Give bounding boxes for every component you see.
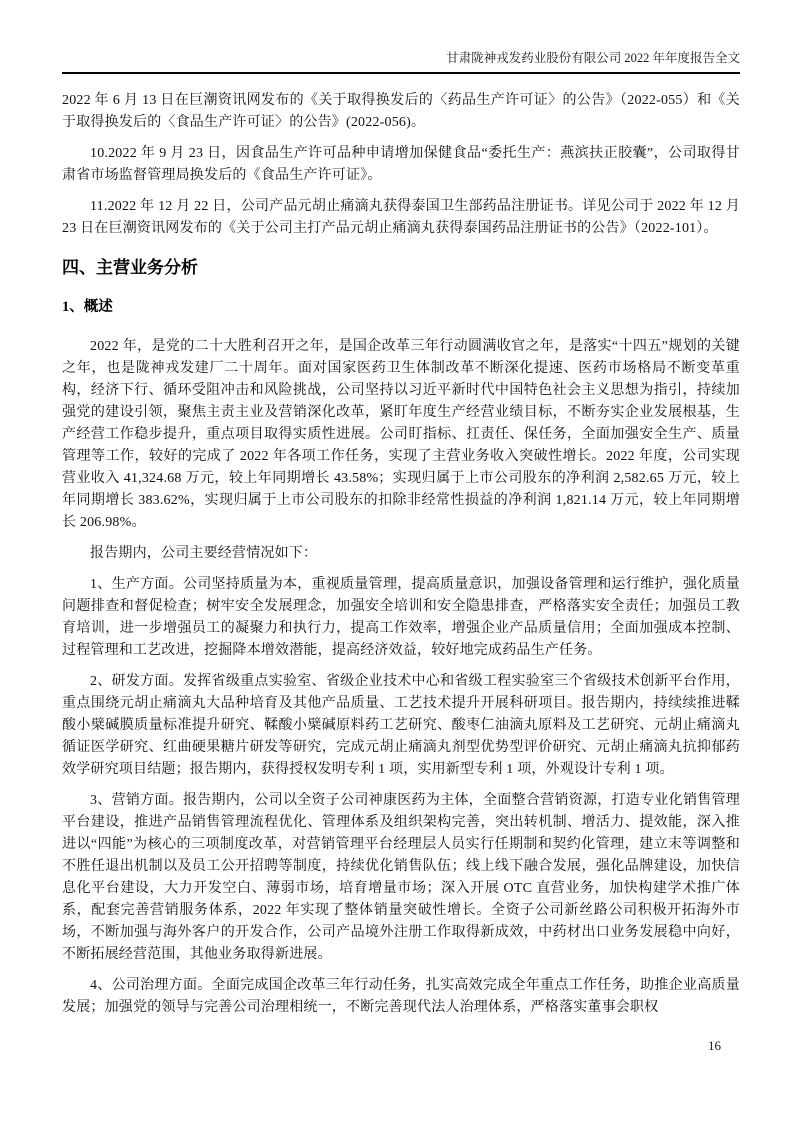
page-footer	[708, 1038, 721, 1054]
subsection-heading: 1、概述	[62, 299, 113, 315]
paragraph-production: 1、生产方面。公司坚持质量为本，重视质量管理，提高质量意识，加强设备管理和运行维护，强化质量问题排查和督促检查；树牢安全发展理念，加强安全培训和安全隐患排查，严格落实安全责任；加强员工教育培训，进一步增强员工的凝聚力和执行力，提高工作效率，增强企业产品质量信用；全面加强成本控制、过程管理和工艺改进，挖掘降本增效潜能，提高经济效益，较好地完成药品生产任务。	[62, 577, 740, 658]
paragraph-overview: 2022 年，是党的二十大胜利召开之年，是国企改革三年行动圆满收官之年，是落实“十四五”规划的关键之年，也是陇神戎发建厂二十周年。面对国家医药卫生体制改革不断深化提速、医药市场格局不断变革重构，经济下行、循环受阻冲击和风险挑战，公司坚持以习近平新时代中国特色社会主义思想为指引，持续加强党的建设引领，聚焦主责主业及营销深化改革，紧盯年度生产经营业绩目标，不断夯实企业发展根基，生产经营工作稳步提升，重点项目取得实质性进展。公司盯指标、扛责任、保任务，全面加强安全生产、质量管理等工作，较好的完成了 2022 年各项工作任务，实现了主营业务收入突破性增长。2022 年度，公司实现营业收入 41,324.68 万元，较上年同期增长 43.58%；实现归属于上市公司股东的净利润 2,582.65 万元，较上年同期增长 383.62%，实现归属于上市公司股东的扣除非经常性损益的净利润 1,821.14 万元，较上年同期增长 206.98%。	[62, 339, 740, 530]
page-header	[62, 50, 740, 74]
page-number: 16	[708, 1038, 721, 1053]
paragraph-report-intro: 报告期内，公司主要经营情况如下：	[90, 546, 318, 561]
paragraph-research: 2、研发方面。发挥省级重点实验室、省级企业技术中心和省级工程实验室三个省级技术创新平台作用，重点围绕元胡止痛滴丸大品种培育及其他产品质量、工艺技术提升开展科研项目。报告期内，持续续推进鞣酸小檗碱膜质量标准提升研究、鞣酸小檗碱原料药工艺研究、酸枣仁油滴丸原料及工艺研究、元胡止痛滴丸循证医学研究、红曲硬果糖片研发等研究，完成元胡止痛滴丸剂型优势型评价研究、元胡止痛滴丸抗抑郁药效学研究项目结题；报告期内，获得授权发明专利 1 项，实用新型专利 1 项，外观设计专利 1 项。	[62, 674, 740, 777]
paragraph-item-10: 10.2022 年 9 月 23 日，因食品生产许可品种申请增加保健食品“委托生产：燕滨扶正胶囊”，公司取得甘肃省市场监督管理局换发后的《食品生产许可证》。	[62, 146, 740, 183]
paragraph-item-11: 11.2022 年 12 月 22 日，公司产品元胡止痛滴丸获得泰国卫生部药品注册证书。详见公司于 2022 年 12 月 23 日在巨潮资讯网发布的《关于公司主打产品元胡止痛滴丸获得泰国药品注册证书的公告》（2022-101）。	[62, 199, 740, 236]
paragraph-continuation: 2022 年 6 月 13 日在巨潮资讯网发布的《关于取得换发后的〈药品生产许可证〉的公告》（2022-055）和《关于取得换发后的〈食品生产许可证〉的公告》(2022-056)。	[62, 93, 740, 130]
section-heading: 四、主营业务分析	[62, 258, 198, 277]
report-header-title: 甘肃陇神戎发药业股份有限公司 2022 年年度报告全文	[446, 51, 740, 65]
page-content	[62, 90, 740, 1028]
paragraph-governance: 4、公司治理方面。全面完成国企改革三年行动任务，扎实高效完成全年重点工作任务，助推企业高质量发展；加强党的领导与完善公司治理相统一，不断完善现代法人治理体系，严格落实董事会职权	[62, 978, 740, 1015]
paragraph-marketing: 3、营销方面。报告期内，公司以全资子公司神康医药为主体，全面整合营销资源，打造专业化销售管理平台建设，推进产品销售管理流程优化、管理体系及组织架构完善，突出转机制、增活力、提效能，深入推进以“四能”为核心的三项制度改革，对营销管理平台经理层人员实行任期制和契约化管理，建立末等调整和不胜任退出机制以及员工公开招聘等制度，持续优化销售队伍；线上线下融合发展，强化品牌建设，加快信息化平台建设，大力开发空白、薄弱市场，培育增量市场；深入开展 OTC 直营业务，加快构建学术推广体系，配套完善营销服务体系，2022 年实现了整体销量突破性增长。全资子公司新丝路公司积极开拓海外市场，不断加强与海外客户的开发合作，公司产品境外注册工作取得新成效，中药材出口业务发展稳中向好，不断拓展经营范围，其他业务取得新进展。	[62, 793, 740, 962]
